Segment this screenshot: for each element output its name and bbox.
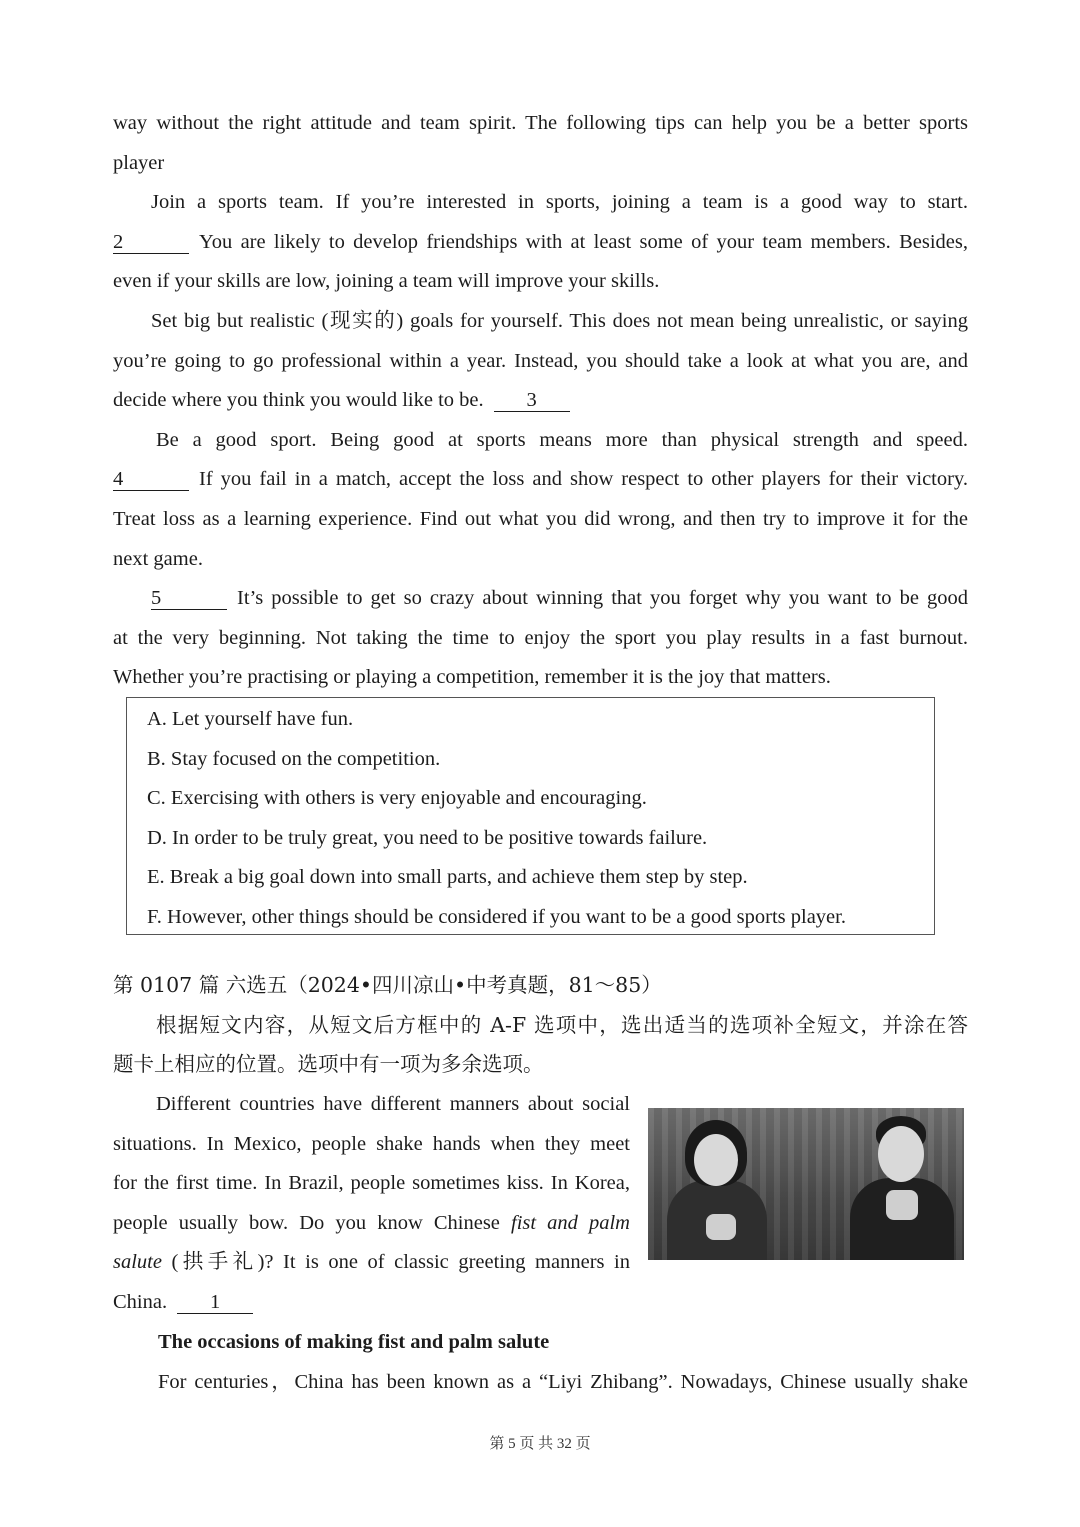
text-line: Join a sports team. If you’re interested in sports, joining a team is a good way to start.	[151, 191, 968, 214]
text-line	[113, 223, 968, 263]
text-line	[113, 579, 968, 619]
text-line: even if your skills are low, joining a team will improve your skills.	[113, 270, 660, 293]
text-line: Different countries have different manners about social	[156, 1093, 630, 1115]
subheading: The occasions of making fist and palm salute	[158, 1331, 550, 1353]
text-span: people usually bow. Do you know Chinese	[113, 1211, 500, 1234]
text-span: China.	[113, 1290, 168, 1313]
text-line: Whether you’re practising or playing a competition, remember it is the joy that matters.	[113, 666, 831, 689]
answer-blank-1: 1	[177, 1291, 253, 1314]
text-line: situations. In Mexico, people shake hands when they meet	[113, 1132, 630, 1155]
passage-two	[113, 1085, 630, 1323]
option-d: D. In order to be truly great, you need to be positive towards failure.	[147, 826, 708, 849]
text-line: for the first time. In Brazil, people sometimes kiss. In Korea,	[113, 1172, 630, 1195]
answer-blank-3: 3	[494, 389, 570, 412]
text-line: way without the right attitude and team spirit. The following tips can help you be a better sports	[113, 112, 968, 134]
passage-one	[113, 104, 968, 698]
text-line: Treat loss as a learning experience. Find out what you did wrong, and then try to improve it for the	[113, 507, 968, 530]
text-line: Be a good sport. Being good at sports means more than physical strength and speed.	[156, 428, 968, 451]
section-heading: 第 0107 篇 六选五（2024•四川凉山•中考真题，81～85）	[113, 973, 662, 997]
option-c: C. Exercising with others is very enjoyable and encouraging.	[147, 787, 647, 810]
text-line	[113, 381, 968, 421]
section-header	[113, 966, 968, 1085]
text-line: at the very beginning. Not taking the time to enjoy the sport you play results in a fast burnout.	[113, 626, 968, 649]
text-span: If you fail in a match, accept the loss and show respect to other players for their victory.	[199, 468, 968, 491]
answer-blank-4: 4	[113, 468, 189, 491]
text-line: For centuries，China has been known as a “Liyi Zhibang”. Nowadays, Chinese usually shake	[158, 1370, 968, 1393]
instruction-line: 根据短文内容，从短文后方框中的 A-F 选项中，选出适当的选项补全短文，并涂在答	[156, 1012, 968, 1037]
passage-two-continued	[158, 1323, 968, 1402]
option-e: E. Break a big goal down into small parts, and achieve them step by step.	[147, 866, 748, 889]
page-footer: 第 5 页 共 32 页	[489, 1436, 591, 1452]
text-line: next game.	[113, 547, 203, 570]
woman-figure	[662, 1118, 772, 1260]
text-line: Set big but realistic (现实的) goals for yourself. This does not mean being unrealistic, or saying	[151, 309, 968, 332]
salute-photo	[648, 1108, 964, 1260]
option-b: B. Stay focused on the competition.	[147, 747, 441, 770]
text-line: you’re going to go professional within a year. Instead, you should take a look at what you are, and	[113, 349, 968, 372]
options-box	[126, 697, 935, 935]
italic-term: salute	[113, 1251, 162, 1274]
text-line	[113, 1243, 630, 1283]
italic-term: fist and palm	[511, 1211, 630, 1234]
text-span: (拱手礼)? It is one of classic greeting manners in	[171, 1251, 631, 1274]
option-a: A. Let yourself have fun.	[147, 708, 354, 730]
text-line	[113, 460, 968, 500]
text-line	[113, 1283, 630, 1323]
answer-blank-2: 2	[113, 231, 189, 254]
text-span: You are likely to develop friendships with at least some of your team members. Besides,	[199, 230, 968, 253]
text-span: It’s possible to get so crazy about winning that you forget why you want to be good	[237, 587, 968, 610]
text-line: player	[113, 151, 165, 174]
answer-blank-5: 5	[151, 587, 227, 610]
man-figure	[844, 1116, 960, 1260]
text-line	[113, 1204, 630, 1244]
instruction-line: 题卡上相应的位置。选项中有一项为多余选项。	[113, 1052, 544, 1077]
option-f: F. However, other things should be considered if you want to be a good sports player.	[147, 905, 846, 928]
text-span: decide where you think you would like to be.	[113, 389, 484, 412]
